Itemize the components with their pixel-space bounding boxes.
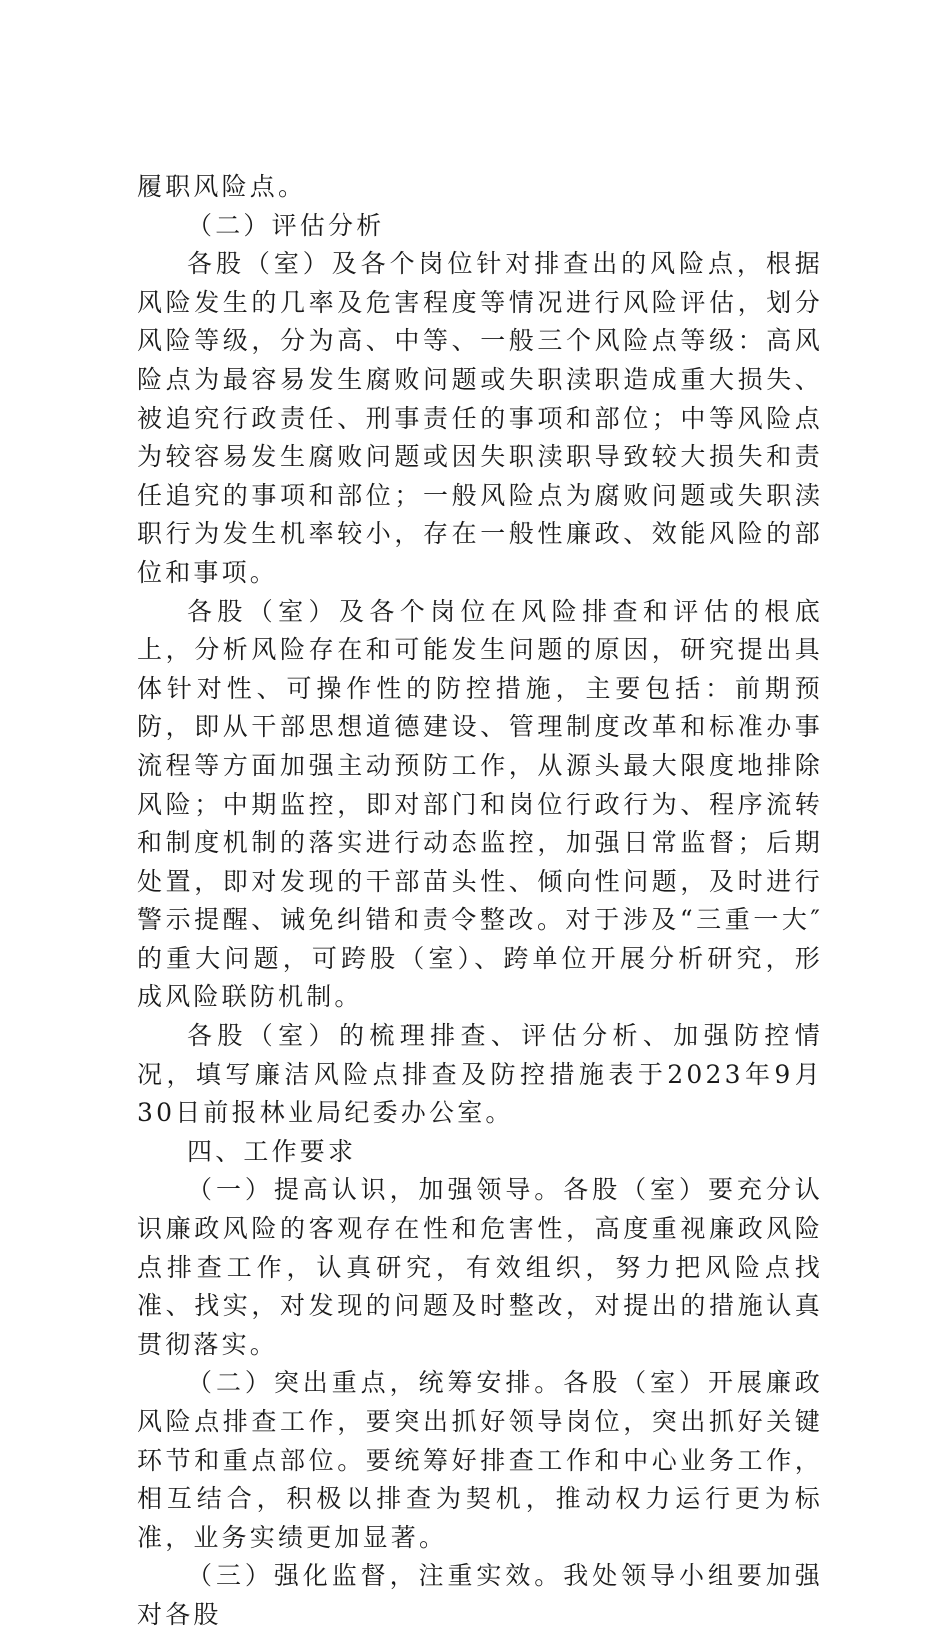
subheading-assessment-analysis: （二）评估分析 (187, 210, 385, 240)
paragraph-continuation: 履职风险点。 (137, 172, 307, 201)
paragraph-requirement-2: （二）突出重点，统筹安排。各股（室）开展廉政风险点排查工作，要突出抓好领导岗位，突出抓好关键环节和重点部位。要统筹好排查工作和中心业务工作，相互结合，积极以排查为契机，推动权力运行更为标准，业务实绩更加显著。 (137, 1368, 823, 1552)
paragraph-reporting-deadline: 各股（室）的梳理排查、评估分析、加强防控情况，填写廉洁风险点排查及防控措施表于2023年9月30日前报林业局纪委办公室。 (137, 1021, 823, 1128)
paragraph-risk-assessment: 各股（室）及各个岗位针对排查出的风险点，根据风险发生的几率及危害程度等情况进行风险评估，划分风险等级，分为高、中等、一般三个风险点等级：高风险点为最容易发生腐败问题或失职渎职造成重大损失、被追究行政责任、刑事责任的事项和部位；中等风险点为较容易发生腐败问题或因失职渎职导致较大损失和责任追究的事项和部位；一般风险点为腐败问题或失职渎职行为发生机率较小，存在一般性廉政、效能风险的部位和事项。 (137, 249, 823, 587)
document-body (137, 168, 823, 1635)
paragraph-requirement-1: （一）提高认识，加强领导。各股（室）要充分认识廉政风险的客观存在性和危害性，高度重视廉政风险点排查工作，认真研究，有效组织，努力把风险点找准、找实，对发现的问题及时整改，对提出的措施认真贯彻落实。 (137, 1175, 823, 1359)
paragraph-prevention-measures: 各股（室）及各个岗位在风险排查和评估的根底上，分析风险存在和可能发生问题的原因，研究提出具体针对性、可操作性的防控措施，主要包括：前期预防，即从干部思想道德建设、管理制度改革和标准办事流程等方面加强主动预防工作，从源头最大限度地排除风险；中期监控，即对部门和岗位行政行为、程序流转和制度机制的落实进行动态监控，加强日常监督；后期处置，即对发现的干部苗头性、倾向性问题，及时进行警示提醒、诫免纠错和责令整改。对于涉及“三重一大″的重大问题，可跨股（室）、跨单位开展分析研究，形成风险联防机制。 (137, 596, 823, 1012)
section-heading-work-requirements: 四、工作要求 (187, 1136, 357, 1166)
paragraph-requirement-3: （三）强化监督，注重实效。我处领导小组要加强对各股 (137, 1561, 823, 1629)
